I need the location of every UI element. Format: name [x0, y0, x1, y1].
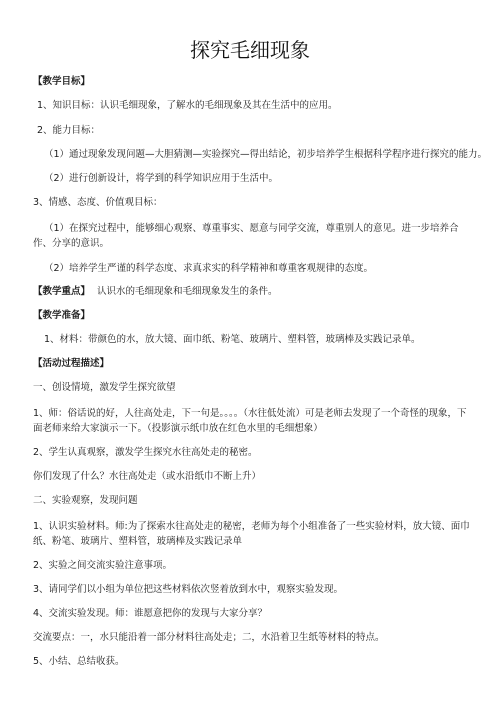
step-two-heading: 二、实验观察，发现问题: [33, 495, 138, 506]
ability-objective-1: （1）通过现象发现问题—大胆猜测—实验探究—得出结论，初步培养学生根据科学程序进行探究的能力。: [44, 149, 488, 160]
safety-notes-line: 2、实验之间交流实验注意事项。: [33, 560, 173, 571]
ability-objective-heading: 2、能力目标：: [37, 125, 101, 136]
discussion-points-line: 交流要点：一，水只能沿着一部分材料往高处走；二，水沿着卫生纸等材料的特点。: [33, 632, 385, 643]
key-point-row: [33, 286, 473, 298]
student-observe-line: 2、学生认真观察，激发学生探究水往高处走的秘密。: [33, 447, 258, 458]
summary-line: 5、小结、总结收获。: [33, 656, 125, 667]
emotion-objective-2: （2）培养学生严谨的科学态度、求真求实的科学精神和尊重客观规律的态度。: [44, 263, 374, 274]
question-line: 你们发现了什么？水往高处走（或水沿纸巾不断上升）: [33, 471, 262, 482]
share-findings-line: 4、交流实验发现。师：谁愿意把你的发现与大家分享？: [33, 608, 268, 619]
section-heading-key-point: 【教学重点】: [33, 286, 91, 297]
emotion-objective-heading: 3、情感、态度、价值观目标：: [33, 197, 163, 208]
section-heading-objectives: 【教学目标】: [33, 76, 91, 87]
key-point-text: 认识水的毛细现象和毛细现象发生的条件。: [97, 286, 278, 297]
teacher-intro-paragraph: 1、师：俗话说的好，人往高处走，下一句是。。。。（水往低处流）可是老师去发现了一个奇怪的现象，下面老师来给大家演示一下。（投影演示纸巾放在红色水里的毛细想象）: [33, 408, 467, 434]
ability-objective-2: （2）进行创新设计，将学到的科学知识应用于生活中。: [44, 173, 279, 184]
page-title: 探究毛细现象: [190, 38, 310, 62]
knowledge-objective: 1、知识目标：认识毛细现象，了解水的毛细现象及其在生活中的应用。: [37, 100, 338, 111]
emotion-objective-1: （1）在探究过程中，能够细心观察、尊重事实、愿意与同学交流，尊重别人的意见。进一步培养合作、分享的意识。: [33, 223, 459, 249]
group-experiment-line: 3、请同学们以小组为单位把这些材料依次竖着放到水中，观察实验发现。: [33, 584, 344, 595]
step-one-heading: 一、创设情境，激发学生探究欲望: [33, 382, 176, 393]
section-heading-process: 【活动过程描述】: [33, 358, 110, 369]
section-heading-preparation: 【教学准备】: [33, 310, 91, 321]
materials-line: 1、材料：带颜色的水，放大镜、面巾纸、粉笔、玻璃片、塑料管，玻璃棒及实践记录单。: [44, 334, 421, 345]
materials-intro-paragraph: 1、认识实验材料。师:为了探索水往高处走的秘密，老师为每个小组准备了一些实验材料，放大镜、面巾纸、粉笔、玻璃片、塑料管，玻璃棒及实践记录单: [33, 521, 470, 547]
